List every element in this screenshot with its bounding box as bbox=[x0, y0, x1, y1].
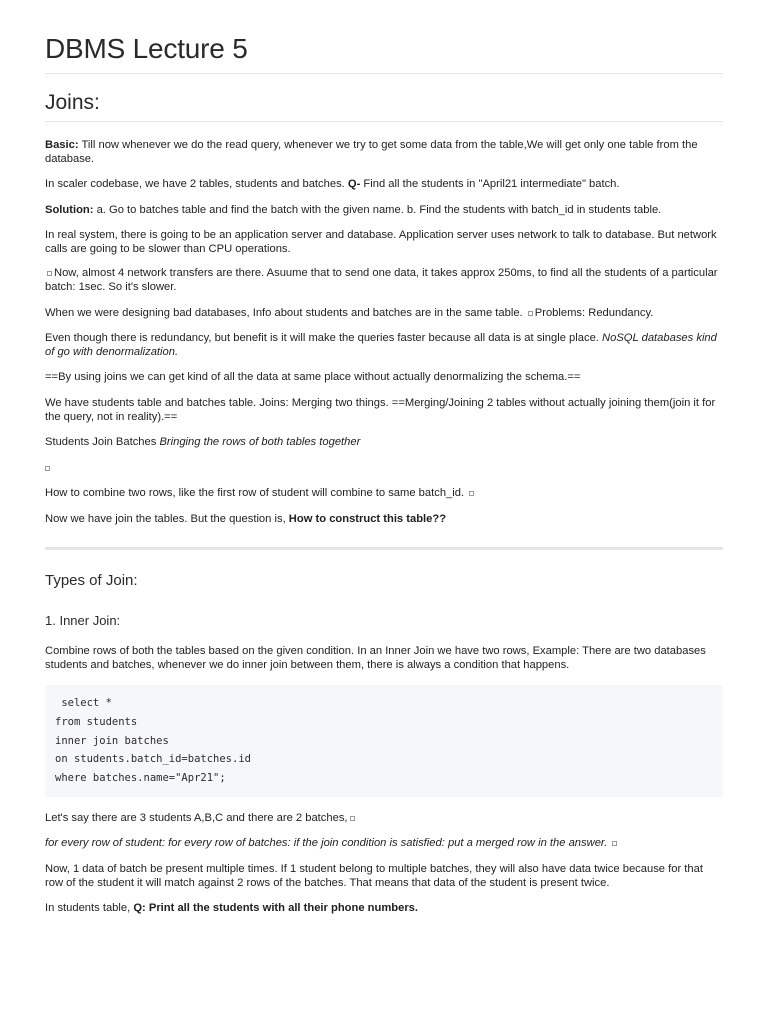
text-scaler: In scaler codebase, we have 2 tables, students and batches. bbox=[45, 178, 348, 190]
paragraph-redundancy bbox=[45, 331, 723, 359]
code-line: from students bbox=[55, 715, 138, 728]
section-divider bbox=[45, 121, 723, 122]
title-divider bbox=[45, 73, 723, 74]
section-separator bbox=[45, 547, 723, 550]
paragraph-join-tables bbox=[45, 512, 723, 526]
code-line: on students.batch_id=batches.id bbox=[55, 753, 251, 766]
paragraph-batch-multiple: Now, 1 data of batch be present multiple times. If 1 student belong to multiple batches, they will also have data twice because for that row of the student it will match against 2 rows of the batches. That means that data of the student is present twice. bbox=[45, 863, 703, 889]
paragraph-solution bbox=[45, 203, 723, 217]
text-network-transfers: Now, almost 4 network transfers are there. Asuume that to send one data, it takes approx 250ms, to find all the students of a particular batch: 1sec. So it's slower. bbox=[45, 267, 718, 293]
text-redundancy: Even though there is redundancy, but benefit is it will make the queries faster because all data is at single place. bbox=[45, 332, 603, 344]
paragraph-real-system: In real system, there is going to be an application server and database. Application server uses network to talk to database. But network calls are going to be slower than CPU operations. bbox=[45, 229, 717, 255]
text-solution: a. Go to batches table and find the batch with the given name. b. Find the students with batch_id in students table. bbox=[93, 204, 662, 216]
code-line: inner join batches bbox=[55, 734, 169, 747]
paragraph-pseudocode bbox=[45, 836, 723, 850]
text-find-students: Find all the students in "April21 intermediate" batch. bbox=[360, 178, 620, 190]
paragraph-three-students bbox=[45, 811, 723, 825]
heading-inner-join: 1. Inner Join: bbox=[45, 613, 121, 628]
text-three-students: Let's say there are 3 students A,B,C and there are 2 batches, bbox=[45, 812, 348, 824]
paragraph-combine-rows bbox=[45, 486, 723, 500]
text-combine-rows: How to combine two rows, like the first row of student will combine to same batch_id. bbox=[45, 487, 465, 499]
paragraph-joins-highlight: ==By using joins we can get kind of all the data at same place without actually denormalizing the schema.== bbox=[45, 371, 581, 383]
paragraph-merging: We have students table and batches table. Joins: Merging two things. ==Merging/Joining 2 tables without actually joining them(join it for the query, not in reality).== bbox=[45, 397, 716, 423]
paragraph-basic bbox=[45, 138, 723, 166]
text-join-tables: Now we have join the tables. But the question is, bbox=[45, 513, 289, 525]
text-bringing-rows: Bringing the rows of both tables together bbox=[159, 436, 361, 448]
missing-image-icon bbox=[47, 271, 52, 276]
page-title: DBMS Lecture 5 bbox=[45, 33, 248, 64]
code-line: select * bbox=[55, 697, 112, 709]
paragraph-bad-databases bbox=[45, 306, 723, 320]
paragraph-network-transfers bbox=[45, 266, 723, 294]
text-construct-table: How to construct this table?? bbox=[288, 513, 447, 525]
text-bad-databases: When we were designing bad databases, Info about students and batches are in the same table. bbox=[45, 307, 526, 319]
missing-image-icon bbox=[528, 311, 533, 316]
heading-types-of-join: Types of Join: bbox=[45, 572, 138, 589]
text-nosql: NoSQL databases kind of go with denormalization. bbox=[45, 332, 717, 358]
paragraph-phone-numbers bbox=[45, 901, 723, 915]
paragraph-scaler-codebase bbox=[45, 177, 723, 191]
text-problems: Problems: Redundancy. bbox=[534, 307, 654, 319]
paragraph-students-join-batches bbox=[45, 435, 723, 449]
code-block bbox=[45, 685, 723, 797]
text-pseudocode: for every row of student: for every row of batches: if the join condition is satisfied: put a merged row in the answer. bbox=[45, 837, 608, 849]
paragraph-inner-join: Combine rows of both the tables based on the given condition. In an Inner Join we have two rows, Example: There are two databases students and batches, whenever we do inner join between them, there is always a condition that happens. bbox=[45, 645, 706, 671]
code-line: where batches.name="Apr21"; bbox=[55, 772, 226, 785]
text-print-students: Q: Print all the students with all their phone numbers. bbox=[133, 902, 419, 914]
label-basic: Basic: bbox=[45, 139, 79, 151]
missing-image-icon bbox=[469, 491, 474, 496]
label-solution: Solution: bbox=[45, 204, 94, 216]
missing-image-icon bbox=[350, 816, 355, 821]
text-students-join: Students Join Batches bbox=[45, 436, 160, 448]
broken-image-placeholder bbox=[45, 461, 723, 475]
missing-image-icon bbox=[45, 466, 50, 471]
section-heading-joins: Joins: bbox=[45, 91, 100, 114]
text-students-table: In students table, bbox=[45, 902, 134, 914]
text-basic: Till now whenever we do the read query, whenever we try to get some data from the table,We will get only one table from the database. bbox=[45, 139, 698, 165]
label-q: Q- bbox=[347, 178, 361, 190]
missing-image-icon bbox=[612, 841, 617, 846]
